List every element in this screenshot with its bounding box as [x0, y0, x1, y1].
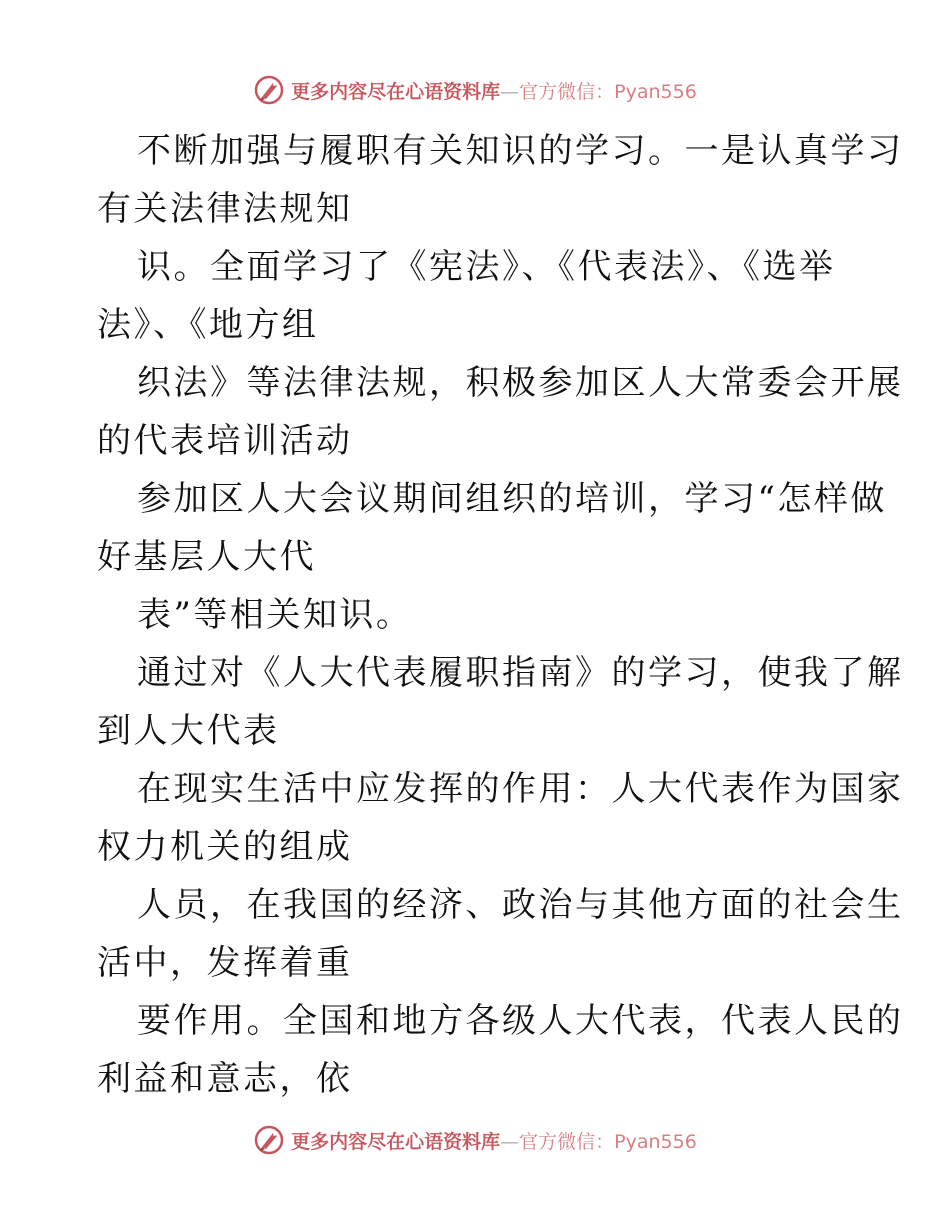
- paragraph-second-line: 到人大代表: [97, 711, 280, 751]
- header-separator: —: [500, 80, 520, 103]
- paragraph-first-line: 识。全面学习了《宪法》、《代表法》、《选举: [137, 247, 836, 287]
- paragraph-second-line: 好基层人大代: [97, 537, 316, 577]
- footer-watermark: [0, 1120, 950, 1160]
- pen-logo-icon: [253, 1124, 285, 1156]
- paragraph-second-line: 的代表培训活动: [97, 421, 353, 461]
- document-body: [97, 122, 904, 1108]
- paragraph-first-line: 织法》等法律法规，积极参加区人大常委会开展: [137, 363, 904, 403]
- paragraph-first-line: 人员，在我国的经济、政治与其他方面的社会生: [137, 885, 904, 925]
- footer-watermark-text: [291, 1127, 697, 1154]
- pen-logo-icon: [253, 74, 285, 106]
- paragraph-line: [97, 644, 904, 760]
- paragraph-second-line: 利益和意志，依: [97, 1059, 353, 1099]
- paragraph-first-line: 不断加强与履职有关知识的学习。一是认真学习: [137, 131, 904, 171]
- paragraph-line: [97, 122, 904, 238]
- paragraph-line: [97, 354, 904, 470]
- footer-contact: 官方微信：Pyan556: [519, 1130, 697, 1153]
- footer-brand: 更多内容尽在心语资料库: [291, 1130, 501, 1153]
- paragraph-first-line: 在现实生活中应发挥的作用：人大代表作为国家: [137, 769, 904, 809]
- paragraph-second-line: 权力机关的组成: [97, 827, 353, 867]
- paragraph-second-line: 有关法律法规知: [97, 189, 353, 229]
- paragraph-line: [97, 470, 887, 586]
- paragraph-second-line: 法》、《地方组: [97, 305, 319, 345]
- header-watermark: [0, 70, 950, 110]
- paragraph-line: [97, 586, 857, 644]
- header-watermark-text: [291, 77, 697, 104]
- paragraph-second-line: 活中，发挥着重: [97, 943, 353, 983]
- paragraph-line: [97, 238, 857, 354]
- paragraph-first-line: 通过对《人大代表履职指南》的学习，使我了解: [137, 653, 904, 693]
- paragraph-line: [97, 876, 904, 992]
- footer-separator: —: [500, 1130, 520, 1153]
- paragraph-line: [97, 992, 904, 1108]
- paragraph-first-line: 参加区人大会议期间组织的培训，学习“怎样做: [137, 479, 887, 519]
- paragraph-first-line: 表”等相关知识。: [137, 595, 413, 635]
- header-contact: 官方微信：Pyan556: [519, 80, 697, 103]
- paragraph-line: [97, 760, 904, 876]
- header-brand: 更多内容尽在心语资料库: [291, 80, 501, 103]
- paragraph-first-line: 要作用。全国和地方各级人大代表，代表人民的: [137, 1001, 904, 1041]
